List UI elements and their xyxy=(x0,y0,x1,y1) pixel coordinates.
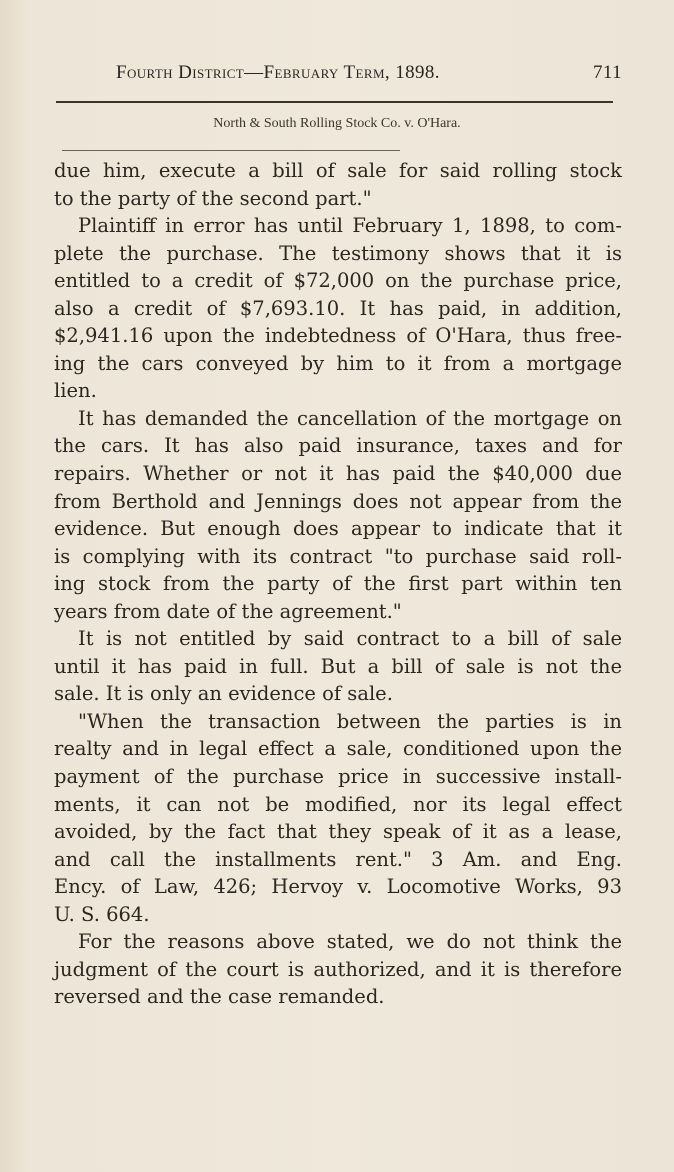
text-line: also a credit of $7,693.10. It has paid, in addition, xyxy=(54,296,622,320)
text-line: Ency. of Law, 426; Hervoy v. Locomotive Works, 93 xyxy=(54,875,622,899)
text-line: plete the purchase. The testimony shows that it is xyxy=(54,241,622,265)
case-title-rule xyxy=(62,150,400,151)
text-line: until it has paid in full. But a bill of sale is not the xyxy=(54,654,622,678)
text-line: sale. It is only an evidence of sale. xyxy=(54,682,393,706)
text-line: repairs. Whether or not it has paid the $40,000 due xyxy=(54,462,622,486)
text-line: Plaintiff in error has until February 1, 1898, to com- xyxy=(78,214,622,238)
text-line: It has demanded the cancellation of the mortgage on xyxy=(78,406,622,430)
page-number: 711 xyxy=(593,62,622,83)
text-line: avoided, by the fact that they speak of it as a lease, xyxy=(54,820,622,844)
text-line: It is not entitled by said contract to a bill of sale xyxy=(78,627,622,651)
running-header xyxy=(116,62,622,88)
opinion-text xyxy=(54,157,622,1011)
text-line: years from date of the agreement." xyxy=(54,599,402,623)
text-line: ing the cars conveyed by him to it from a mortgage xyxy=(54,351,622,375)
text-line: to the party of the second part." xyxy=(54,186,372,210)
text-line: reversed and the case remanded. xyxy=(54,985,385,1009)
text-line: realty and in legal effect a sale, conditioned upon the xyxy=(54,737,622,761)
text-line: the cars. It has also paid insurance, taxes and for xyxy=(54,434,622,458)
header-rule xyxy=(56,101,613,103)
text-line: ments, it can not be modified, nor its legal effect xyxy=(54,792,622,816)
text-line: from Berthold and Jennings does not appear from the xyxy=(54,489,622,513)
text-line: and call the installments rent." 3 Am. and Eng. xyxy=(54,847,622,871)
text-line: judgment of the court is authorized, and it is therefore xyxy=(54,957,622,981)
text-line: entitled to a credit of $72,000 on the purchase price, xyxy=(54,269,622,293)
text-line: is complying with its contract "to purchase said roll- xyxy=(54,544,622,568)
text-line: lien. xyxy=(54,379,97,403)
text-line: For the reasons above stated, we do not think the xyxy=(78,930,622,954)
text-line: due him, execute a bill of sale for said rolling stock xyxy=(54,159,622,182)
text-line: ing stock from the party of the first part within ten xyxy=(54,572,622,596)
text-line: "When the transaction between the parties is in xyxy=(78,709,622,733)
text-line: payment of the purchase price in successive install- xyxy=(54,765,622,789)
case-title: North & South Rolling Stock Co. v. O'Hara. xyxy=(213,116,461,131)
running-title: Fourth District—February Term, 1898. xyxy=(116,62,440,83)
text-line: evidence. But enough does appear to indicate that it xyxy=(54,517,622,541)
text-line: U. S. 664. xyxy=(54,902,150,926)
text-line: $2,941.16 upon the indebtedness of O'Hara, thus free- xyxy=(54,324,622,348)
